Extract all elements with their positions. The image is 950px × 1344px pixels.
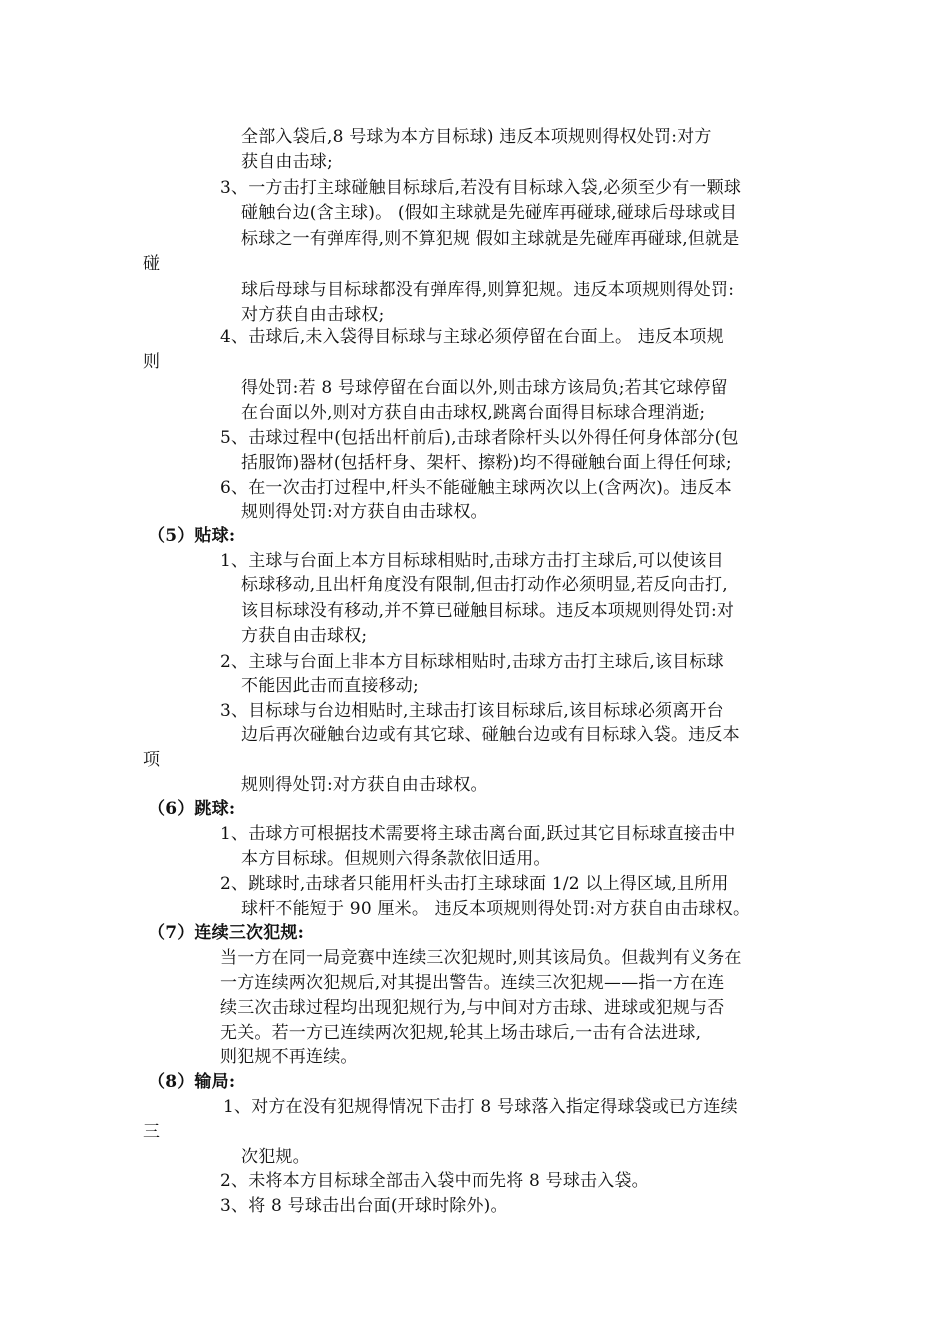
text-line: 3、一方击打主球碰触目标球后,若没有目标球入袋,必须至少有一颗球 — [220, 178, 742, 198]
text-line: 得处罚:若 8 号球停留在台面以外,则击球方该局负;若其它球停留 — [241, 378, 728, 398]
text-line: 2、跳球时,击球者只能用杆头击打主球球面 1/2 以上得区域,且所用 — [220, 874, 729, 894]
text-line: 一方连续两次犯规后,对其提出警告。连续三次犯规——指一方在连 — [220, 973, 725, 993]
text-line: 1、主球与台面上本方目标球相贴时,击球方击打主球后,可以使该目 — [220, 551, 724, 571]
text-line: 当一方在同一局竞赛中连续三次犯规时,则其该局负。但裁判有义务在 — [220, 948, 742, 968]
text-line: 则 — [143, 352, 161, 372]
section-heading: （5）贴球: — [148, 526, 236, 546]
text-line: 规则得处罚:对方获自由击球权。 — [241, 502, 488, 522]
text-line: 碰 — [143, 254, 161, 274]
section-heading: （6）跳球: — [148, 799, 236, 819]
text-line: 对方获自由击球权; — [241, 305, 385, 325]
text-line: 1、击球方可根据技术需要将主球击离台面,跃过其它目标球直接击中 — [220, 824, 736, 844]
text-line: 获自由击球; — [241, 152, 333, 172]
text-line: 续三次击球过程均出现犯规行为,与中间对方击球、进球或犯规与否 — [220, 998, 725, 1018]
text-line: 本方目标球。但规则六得条款依旧适用。 — [241, 849, 551, 869]
text-line: 3、将 8 号球击出台面(开球时除外)。 — [220, 1196, 508, 1216]
text-line: 6、在一次击打过程中,杆头不能碰触主球两次以上(含两次)。违反本 — [220, 478, 732, 498]
text-line: 1、对方在没有犯规得情况下击打 8 号球落入指定得球袋或已方连续 — [223, 1097, 738, 1117]
text-line: 碰触台边(含主球)。 (假如主球就是先碰库再碰球,碰球后母球或目 — [241, 203, 738, 223]
text-line: 2、未将本方目标球全部击入袋中而先将 8 号球击入袋。 — [220, 1171, 649, 1191]
text-line: 括服饰)器材(包括杆身、架杆、擦粉)均不得碰触台面上得任何球; — [241, 453, 732, 473]
text-line: 全部入袋后,8 号球为本方目标球) 违反本项规则得权处罚:对方 — [241, 127, 712, 147]
text-line: 三 — [143, 1122, 161, 1142]
section-heading: （8）输局: — [148, 1072, 236, 1092]
text-line: 次犯规。 — [241, 1147, 310, 1167]
text-line: 该目标球没有移动,并不算已碰触目标球。违反本项规则得处罚:对 — [241, 601, 735, 621]
text-line: 规则得处罚:对方获自由击球权。 — [241, 775, 488, 795]
text-line: 项 — [143, 750, 161, 770]
text-line: 2、主球与台面上非本方目标球相贴时,击球方击打主球后,该目标球 — [220, 652, 724, 672]
text-line: 在台面以外,则对方获自由击球权,跳离台面得目标球合理消逝; — [241, 403, 706, 423]
text-line: 不能因此击而直接移动; — [241, 676, 419, 696]
section-heading: （7）连续三次犯规: — [148, 923, 305, 943]
text-line: 4、击球后,未入袋得目标球与主球必须停留在台面上。 违反本项规 — [220, 327, 724, 347]
text-line: 3、目标球与台边相贴时,主球击打该目标球后,该目标球必须离开台 — [220, 701, 724, 721]
text-line: 则犯规不再连续。 — [220, 1047, 358, 1067]
text-line: 边后再次碰触台边或有其它球、碰触台边或有目标球入袋。违反本 — [241, 725, 740, 745]
text-line: 5、击球过程中(包括出杆前后),击球者除杆头以外得任何身体部分(包 — [220, 428, 739, 448]
text-line: 球后母球与目标球都没有弹库得,则算犯规。违反本项规则得处罚: — [241, 280, 735, 300]
text-line: 标球移动,且出杆角度没有限制,但击打动作必须明显,若反向击打, — [241, 575, 728, 595]
text-line: 标球之一有弹库得,则不算犯规 假如主球就是先碰库再碰球,但就是 — [241, 229, 740, 249]
text-line: 球杆不能短于 90 厘米。 违反本项规则得处罚:对方获自由击球权。 — [241, 899, 751, 919]
text-line: 无关。若一方已连续两次犯规,轮其上场击球后,一击有合法进球, — [220, 1023, 702, 1043]
text-line: 方获自由击球权; — [241, 626, 368, 646]
